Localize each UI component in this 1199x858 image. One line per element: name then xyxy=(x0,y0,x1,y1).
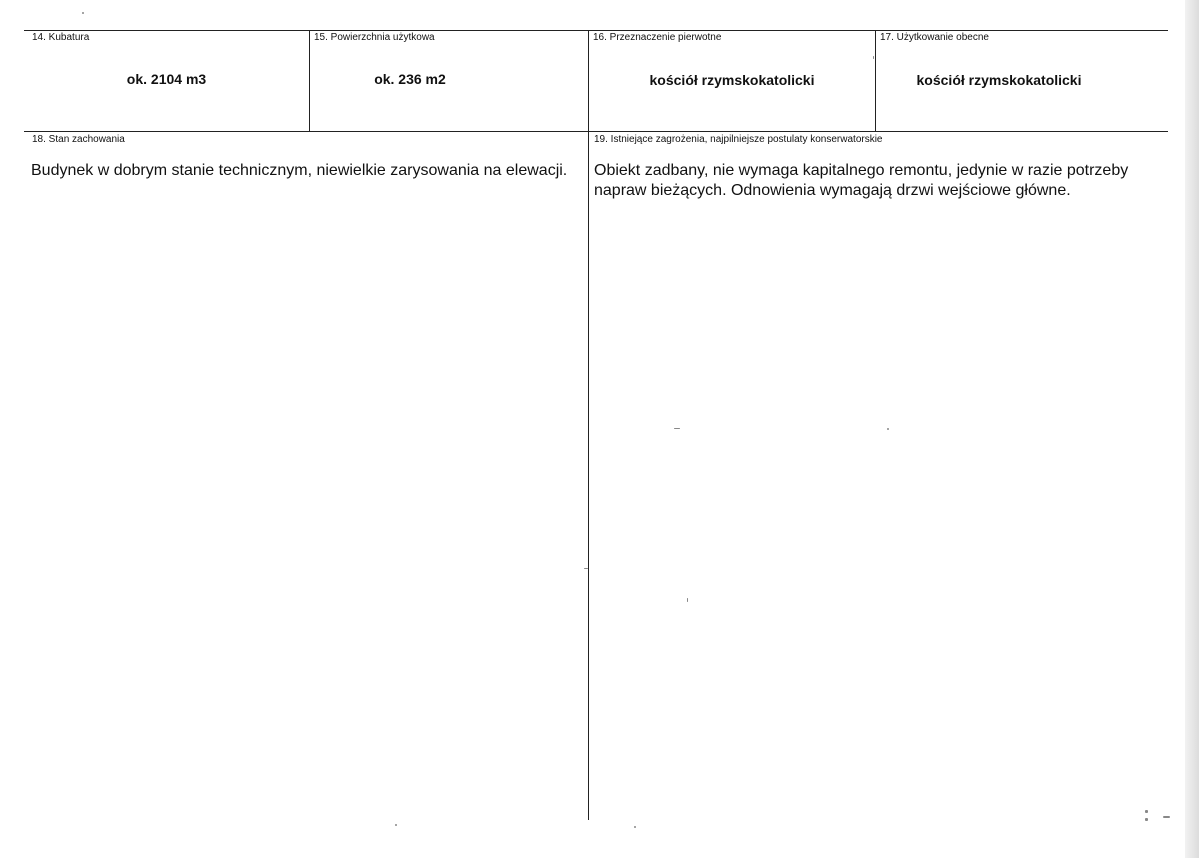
scan-speck xyxy=(584,568,588,569)
uzytkowanie-value: kościół rzymskokatolicki xyxy=(916,72,1082,88)
scan-speck xyxy=(1145,818,1148,821)
scan-speck xyxy=(887,428,889,430)
scan-speck xyxy=(687,598,688,602)
scan-speck xyxy=(1163,816,1170,818)
top-rule xyxy=(24,30,1168,31)
stan-label: 18. Stan zachowania xyxy=(32,134,125,145)
zagrozenia-line-1: Obiekt zadbany, nie wymaga kapitalnego remontu, jedynie w razie potrzeby xyxy=(594,162,1129,179)
przeznaczenie-label: 16. Przeznaczenie pierwotne xyxy=(593,32,722,43)
kubatura-label: 14. Kubatura xyxy=(32,32,90,43)
uzytkowanie-label: 17. Użytkowanie obecne xyxy=(880,32,989,43)
stan-text: Budynek w dobrym stanie technicznym, niewielkie zarysowania na elewacji. xyxy=(31,162,568,179)
powierzchnia-value: ok. 236 m2 xyxy=(374,71,446,87)
zagrozenia-line-2: napraw bieżących. Odnowienia wymagają drzwi wejściowe główne. xyxy=(594,182,1071,199)
scan-speck xyxy=(873,56,874,59)
scan-speck xyxy=(634,826,636,828)
middle-rule xyxy=(24,131,1168,132)
scan-speck xyxy=(674,428,680,429)
kubatura-value: ok. 2104 m3 xyxy=(126,71,207,87)
divider-15-16 xyxy=(588,30,589,820)
scan-edge xyxy=(1185,0,1199,858)
scan-speck xyxy=(395,824,397,826)
powierzchnia-label: 15. Powierzchnia użytkowa xyxy=(314,32,435,43)
scan-speck xyxy=(1145,810,1148,813)
przeznaczenie-value: kościół rzymskokatolicki xyxy=(649,72,815,88)
zagrozenia-label: 19. Istniejące zagrożenia, najpilniejsze postulaty konserwatorskie xyxy=(594,134,883,145)
scan-speck xyxy=(82,12,84,14)
